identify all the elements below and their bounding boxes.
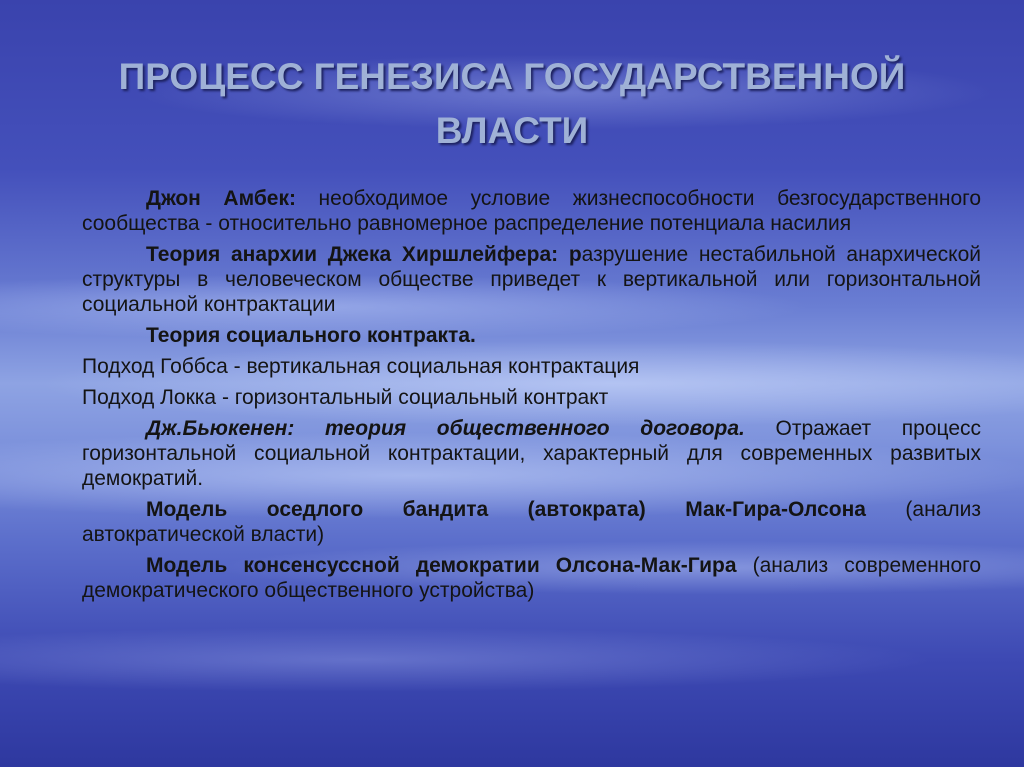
paragraph-lead: Джон Амбек: — [146, 187, 296, 210]
paragraph-lead: Теория анархии Джека Хиршлейфера: р — [146, 243, 582, 266]
paragraph-lead: Модель консенсуссной демократии Олсона-Мак-Гира — [146, 554, 737, 577]
paragraph-locke — [82, 385, 981, 410]
slide-body — [82, 186, 981, 609]
paragraph-hirshleifer — [82, 242, 981, 317]
paragraph-buchanan — [82, 416, 981, 491]
paragraph-text: азрушение нестабильной анархической структуры в человеческом обществе приведет к вертикальной или горизонтальной социальной контрактации — [82, 243, 981, 316]
paragraph-text: Отражает процесс горизонтальной социальной контрактации, характерный для современных развитых демократий. — [82, 417, 982, 490]
paragraph-text: Подход Локка - горизонтальный социальный контракт — [82, 386, 609, 409]
paragraph-text: (анализ современного демократического общественного устройства) — [82, 554, 981, 602]
paragraph-text: Подход Гоббса - вертикальная социальная контрактация — [82, 355, 640, 378]
paragraph-social-contract — [82, 323, 981, 348]
paragraph-hobbes — [82, 354, 981, 379]
paragraph-lead: Теория социального контракта. — [146, 324, 476, 347]
slide-title: ПРОЦЕСС ГЕНЕЗИСА ГОСУДАРСТВЕННОЙ ВЛАСТИ — [118, 56, 906, 151]
paragraph-stationary-bandit — [82, 497, 981, 547]
paragraph-lead: Модель оседлого бандита (автократа) Мак-Гира-Олсона — [146, 498, 866, 521]
paragraph-ambek — [82, 186, 981, 236]
paragraph-lead: Дж.Бьюкенен: теория общественного договора. — [146, 417, 745, 440]
paragraph-text: (анализ автократической власти) — [82, 498, 981, 546]
paragraph-consensus-democracy — [82, 553, 981, 603]
paragraph-text: необходимое условие жизнеспособности безгосударственного сообщества - относительно равномерное распределение потенциала насилия — [82, 187, 981, 235]
